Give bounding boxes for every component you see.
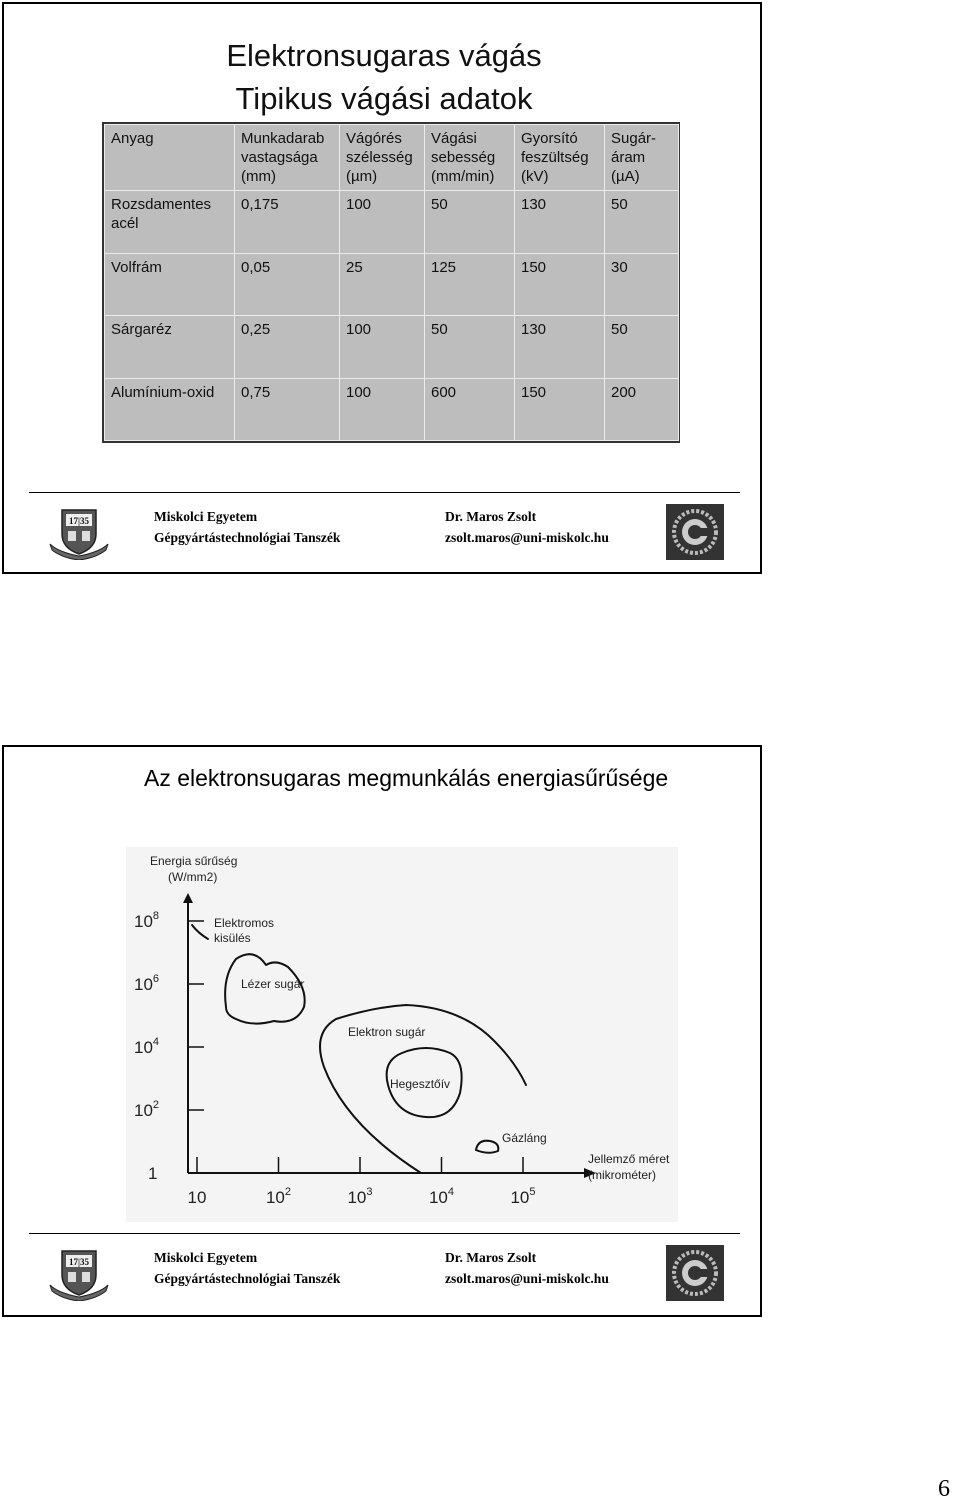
x-tick-base: 10 [510,1188,530,1207]
table-cell [340,253,425,315]
cell-text: Volfrám [111,258,162,276]
cell-text: 130 [521,321,547,339]
table-cell [105,316,235,378]
table-header-cell [425,125,515,191]
energy-density-chart [126,847,678,1222]
table-cell [425,253,515,315]
cell-text: 150 [521,383,547,401]
x-axis-label: (mikrométer) [588,1168,656,1182]
author-email: zsolt.maros@uni-miskolc.hu [445,1271,609,1286]
footer-rule [29,1233,740,1234]
x-tick-exp: 4 [447,1186,455,1198]
slide-title: Az elektronsugaras megmunkálás energiasűrűsége [144,765,669,791]
footer-rule [29,492,740,493]
table-cell [425,378,515,440]
electric-discharge-outline [192,925,208,939]
y-tick-label: 1 [148,1164,158,1183]
x-tick-exp: 5 [529,1186,536,1198]
table-cell [605,191,679,253]
x-tick-exp: 2 [284,1186,292,1198]
cell-text: szélesség [346,149,413,166]
cell-text: Sárgaréz [111,321,172,339]
y-tick-label [134,1099,159,1120]
footer-right-text [445,506,609,548]
cell-text: 50 [611,321,628,339]
y-tick-base: 10 [134,975,153,994]
cell-text: Sugár- [611,130,657,147]
table-row [105,191,679,253]
cell-text: 0,05 [241,258,271,276]
slide-title-line1: Elektronsugaras vágás [226,38,542,73]
x-tick-base: 10 [187,1188,207,1207]
table-header-cell [105,125,235,191]
table-header-cell [235,125,340,191]
table-header-row [105,125,679,191]
table-cell [515,316,605,378]
table-cell [515,378,605,440]
page-number: 6 [938,1476,950,1502]
cell-text: 0,75 [241,383,271,401]
cell-text: 25 [346,258,363,276]
cell-text: Munkadarab [241,130,325,147]
crest-year: 17|35 [69,516,89,526]
cell-text: 30 [611,258,628,276]
table-row [105,316,679,378]
cell-text: Anyag [111,130,154,147]
x-tick-exp: 3 [366,1186,373,1198]
table-cell [235,378,340,440]
electron-beam-label: Elektron sugár [348,1025,426,1039]
x-tick-base: 10 [265,1188,285,1207]
y-tick-label [134,973,159,994]
table-cell [340,191,425,253]
department-gear-logo-icon [666,1245,724,1301]
cell-text: 50 [611,196,628,214]
table-cell [105,378,235,440]
y-axis-label: Energia sűrűség [150,854,238,868]
table-header-cell [515,125,605,191]
department-gear-logo-icon [666,504,724,560]
table-cell [425,316,515,378]
author-name: Dr. Maros Zsolt [445,1250,537,1265]
table-cell [515,191,605,253]
x-axis-label: Jellemző méret [588,1152,670,1166]
x-tick-base: 10 [428,1188,448,1207]
table-cell [105,253,235,315]
y-tick-label [134,910,159,931]
university-crest-icon [48,504,110,560]
electric-discharge-label: Elektromos [214,916,275,930]
y-tick-exp: 8 [152,910,160,922]
x-tick-label [266,1186,291,1207]
footer-left-text [154,1247,340,1289]
y-tick-base: 10 [134,1101,153,1120]
table-row [105,378,679,440]
table-cell [340,316,425,378]
cell-text: 0,25 [241,321,271,339]
table-cell [605,316,679,378]
x-tick-label [510,1186,535,1207]
footer-left-text [154,506,340,548]
department-name: Gépgyártástechnológiai Tanszék [154,1271,341,1286]
cell-text: Vágási [431,130,477,147]
cell-text: 600 [431,383,457,401]
university-name: Miskolci Egyetem [154,509,258,524]
cell-text: 100 [346,321,372,339]
cell-text: vastagsága [241,149,318,166]
footer-right-text [445,1247,609,1289]
cell-text: Rozsdamentes [111,196,212,214]
author-name: Dr. Maros Zsolt [445,509,537,524]
cell-text: 200 [611,383,637,401]
cell-text: 50 [431,321,448,339]
cell-text: 50 [431,196,448,214]
cell-text: 125 [431,258,457,276]
chart-svg [126,847,678,1222]
cell-text: sebesség [431,149,496,166]
author-email: zsolt.maros@uni-miskolc.hu [445,530,609,545]
x-tick-label [347,1186,372,1207]
electric-discharge-label: kisülés [214,931,251,945]
y-tick-exp: 4 [152,1036,160,1048]
slide-energy-density [2,745,762,1317]
table-cell [235,191,340,253]
university-name: Miskolci Egyetem [154,1250,258,1265]
cell-text: (mm/min) [431,168,495,185]
slide-footer [4,492,760,572]
table-cell [605,378,679,440]
y-tick-label [134,1036,159,1057]
table-cell [235,253,340,315]
cell-text: Gyorsító [521,130,578,147]
laser-beam-label: Lézer sugár [241,977,305,991]
department-name: Gépgyártástechnológiai Tanszék [154,530,341,545]
x-tick-label [188,1188,207,1207]
table-cell [340,378,425,440]
table-row [105,253,679,315]
cutting-data-table [102,122,680,443]
cell-text: Alumínium-oxid [111,383,215,401]
cell-text: 130 [521,196,547,214]
x-tick-label [429,1186,454,1207]
y-tick-base: 10 [134,1038,153,1057]
arc-welding-label: Hegesztőív [390,1077,451,1091]
cell-text: (mm) [241,168,276,185]
cell-text: 100 [346,196,372,214]
table-cell [105,191,235,253]
table-cell [235,316,340,378]
x-tick-base: 10 [347,1188,367,1207]
cell-text: (kV) [521,168,549,185]
gas-flame-label: Gázláng [502,1131,547,1145]
table-cell [605,253,679,315]
university-crest-icon [48,1245,110,1301]
slide-cutting-data [2,2,762,574]
cell-text: feszültség [521,149,589,166]
cell-text: (µm) [346,168,378,185]
table-cell [515,253,605,315]
y-tick-exp: 2 [152,1099,160,1111]
cell-text: 0,175 [241,196,279,214]
y-axis-label: (W/mm2) [168,870,218,884]
cell-text: 150 [521,258,547,276]
cell-text: 100 [346,383,372,401]
table-header-cell [605,125,679,191]
table-header-cell [340,125,425,191]
cell-text: acél [111,215,139,233]
y-axis-arrow-icon [183,893,193,903]
crest-year: 17|35 [69,1257,89,1267]
y-tick-base: 10 [134,912,153,931]
slide-footer [4,1233,760,1313]
cell-text: Vágórés [346,130,402,147]
cell-text: áram [611,149,646,166]
slide-title-line2: Tipikus vágási adatok [235,81,533,116]
table-cell [425,191,515,253]
y-tick-exp: 6 [152,973,160,985]
cell-text: (µA) [611,168,640,185]
gas-flame-outline [476,1141,498,1153]
